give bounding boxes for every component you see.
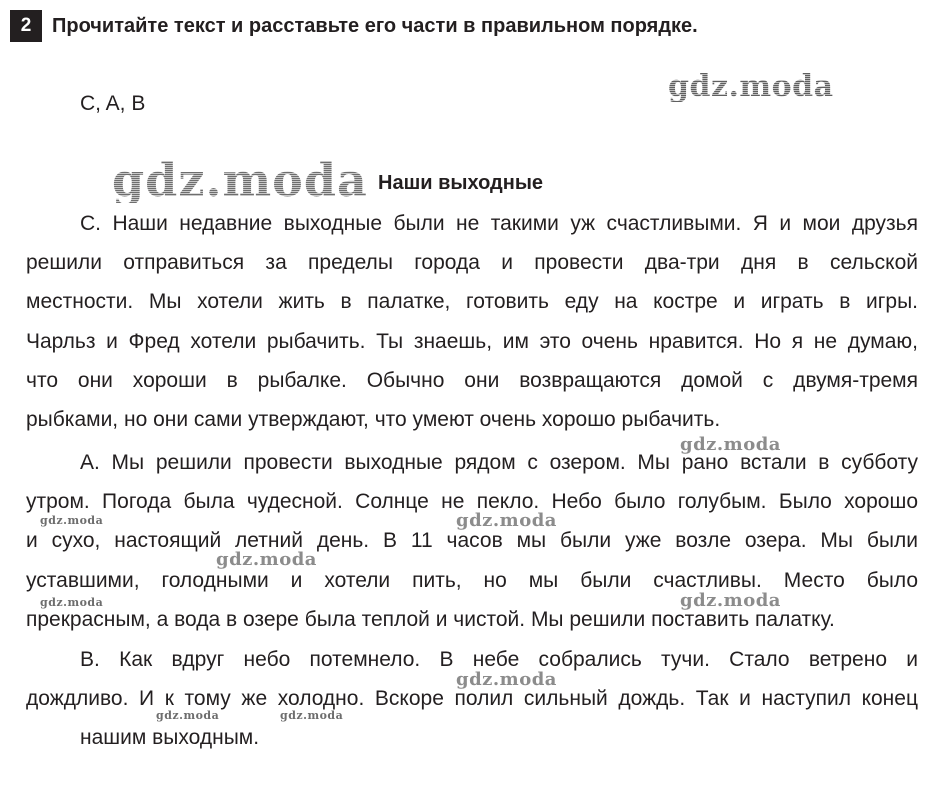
watermark: gdz.moda	[40, 514, 104, 527]
paragraph-a	[26, 443, 918, 639]
watermark: gdz.moda	[156, 709, 220, 722]
paragraph-line: решили отправиться за пределы города и провести два-три дня в сельской	[26, 251, 918, 275]
watermark: gdz.moda	[216, 549, 317, 570]
paragraph-line: дождливо. И к тому же холодно. Вскоре полил сильный дождь. Так и наступил конец	[26, 687, 918, 711]
paragraph-line: рыбками, но они сами утверждают, что умеют очень хорошо рыбачить.	[26, 407, 721, 431]
paragraph-c	[26, 204, 918, 439]
watermark: gdz.moda	[112, 153, 368, 207]
answer-order: C, A, B	[80, 92, 146, 115]
paragraph-line: уставшими, голодными и хотели пить, но мы были счастливы. Место было	[26, 568, 918, 592]
watermark: gdz.moda	[680, 434, 781, 455]
task-number-badge: 2	[10, 10, 42, 42]
paragraph-line: Чарльз и Фред хотели рыбачить. Ты знаешь, им это очень нравится. Но я не думаю,	[26, 329, 918, 353]
paragraph-line: A. Мы решили провести выходные рядом с озером. Мы рано встали в субботу	[80, 451, 918, 474]
paragraph-line: B. Как вдруг небо потемнело. В небе собрались тучи. Стало ветрено и	[80, 648, 918, 671]
watermark: gdz.moda	[456, 510, 557, 531]
watermark: gdz.moda	[280, 709, 344, 722]
paragraph-line: нашим выходным.	[80, 726, 260, 750]
text-title: Наши выходные	[378, 172, 544, 194]
watermark: gdz.moda	[668, 69, 834, 104]
paragraph-line: и сухо, настоящий летний день. В 11 часов мы были уже возле озера. Мы были	[26, 529, 918, 553]
watermark: gdz.moda	[40, 596, 104, 609]
watermark: gdz.moda	[680, 590, 781, 611]
task-header	[10, 10, 698, 42]
task-instruction: Прочитайте текст и расставьте его части в правильном порядке.	[52, 14, 698, 37]
watermark: gdz.moda	[456, 669, 557, 690]
paragraph-b	[26, 640, 918, 758]
paragraph-line: утром. Погода была чудесной. Солнце не пекло. Небо было голубым. Было хорошо	[26, 490, 918, 514]
paragraph-line: местности. Мы хотели жить в палатке, готовить еду на костре и играть в игры.	[26, 290, 918, 314]
paragraph-line: что они хороши в рыбалке. Обычно они возвращаются домой с двумя-тремя	[26, 368, 918, 392]
paragraph-line: C. Наши недавние выходные были не такими уж счастливыми. Я и мои друзья	[80, 212, 918, 235]
paragraph-line: прекрасным, а вода в озере была теплой и чистой. Мы решили поставить палатку.	[26, 607, 835, 631]
